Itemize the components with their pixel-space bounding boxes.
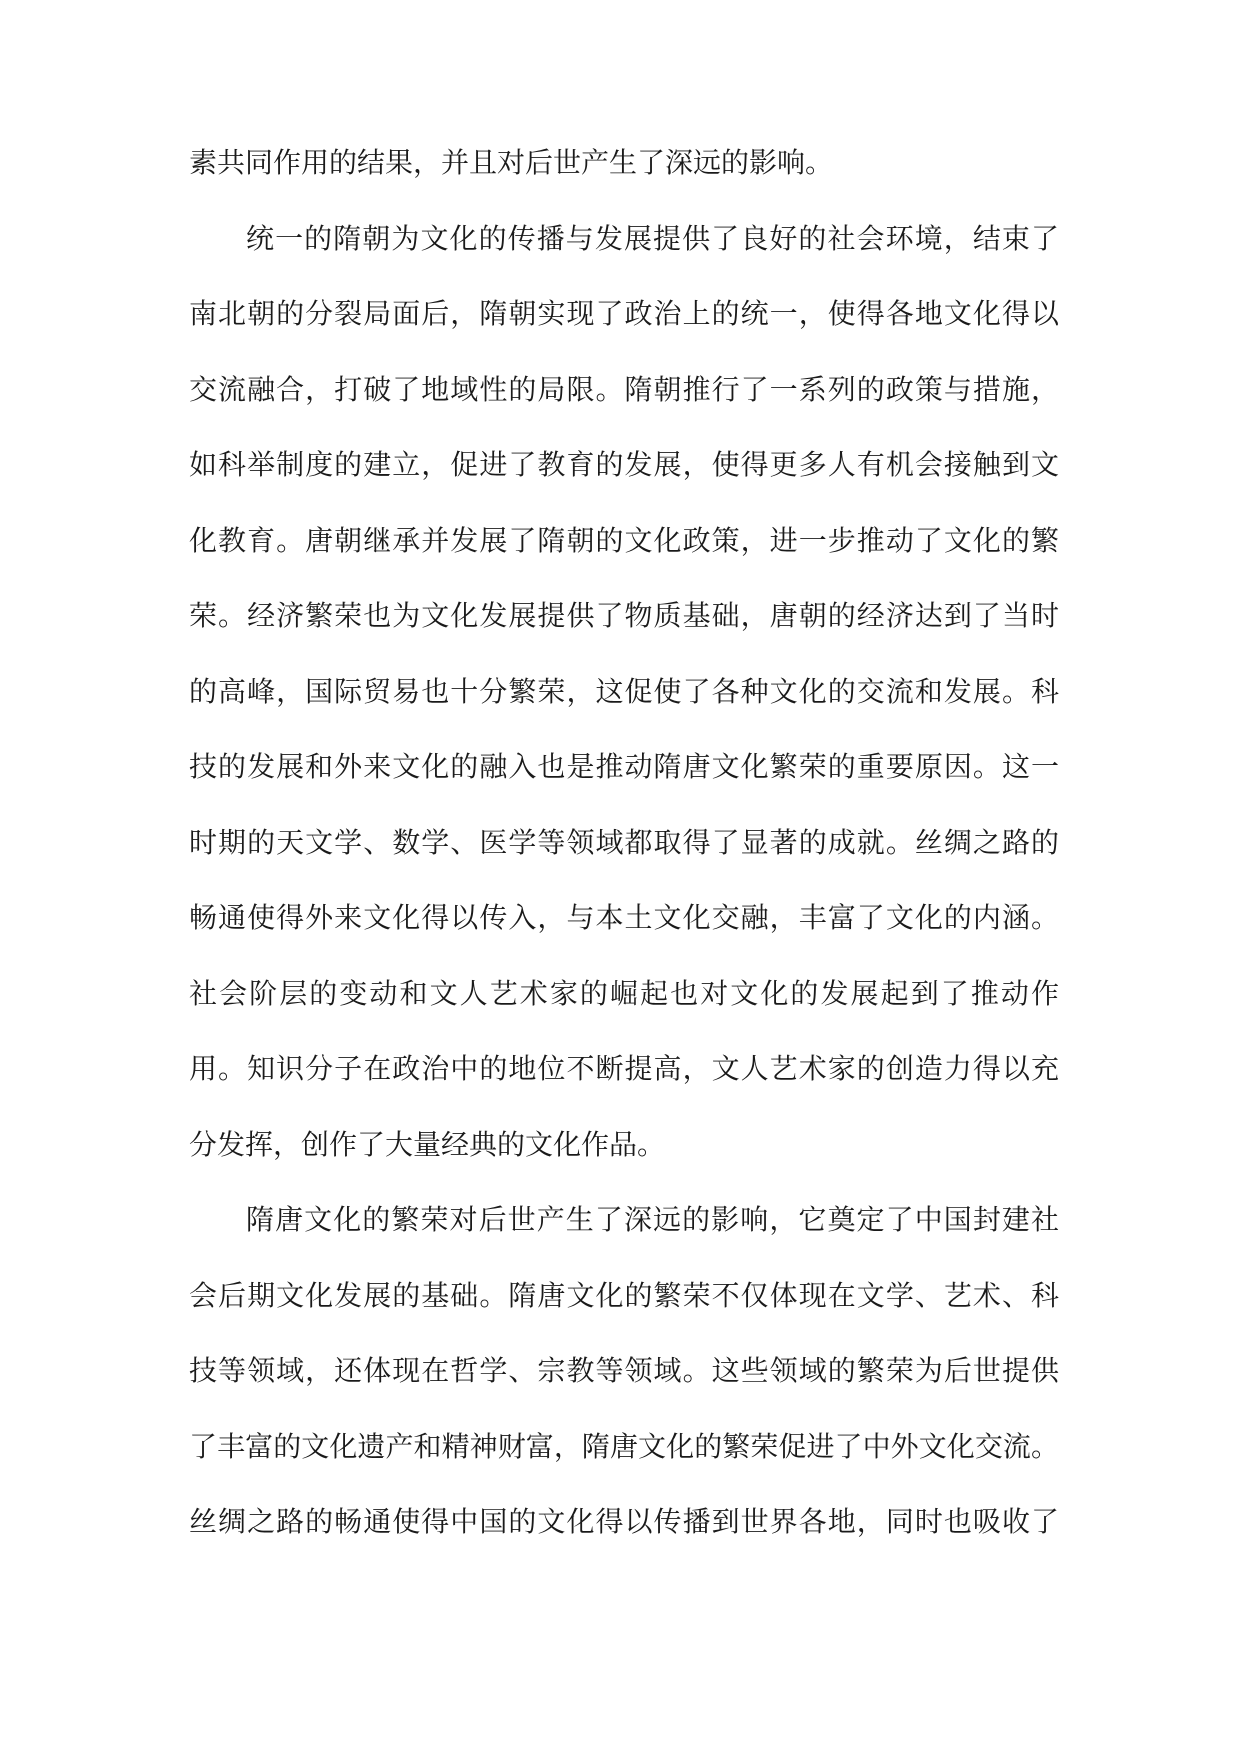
body-text xyxy=(189,144,1059,1579)
text-line-17: 技等领域，还体现在哲学、宗教等领域。这些领域的繁荣为后世提供 xyxy=(189,1354,1059,1387)
text-line-1: 素共同作用的结果，并且对后世产生了深远的影响。 xyxy=(189,146,834,179)
text-line-12: 社会阶层的变动和文人艺术家的崛起也对文化的发展起到了推动作 xyxy=(189,976,1059,1010)
text-line-5: 如科举制度的建立，促进了教育的发展，使得更多人有机会接触到文 xyxy=(189,448,1059,481)
text-line-10: 时期的天文学、数学、医学等领域都取得了显著的成就。丝绸之路的 xyxy=(189,825,1059,859)
text-line-4: 交流融合，打破了地域性的局限。隋朝推行了一系列的政策与措施， xyxy=(189,372,1059,406)
text-line-16: 会后期文化发展的基础。隋唐文化的繁荣不仅体现在文学、艺术、科 xyxy=(189,1278,1059,1312)
text-line-15: 隋唐文化的繁荣对后世产生了深远的影响，它奠定了中国封建社 xyxy=(246,1203,1059,1236)
text-line-6: 化教育。唐朝继承并发展了隋朝的文化政策，进一步推动了文化的繁 xyxy=(189,523,1059,557)
text-line-9: 技的发展和外来文化的融入也是推动隋唐文化繁荣的重要原因。这一 xyxy=(189,750,1059,783)
text-line-14: 分发挥，创作了大量经典的文化作品。 xyxy=(189,1127,666,1161)
text-line-11: 畅通使得外来文化得以传入，与本土文化交融，丰富了文化的内涵。 xyxy=(189,901,1059,934)
text-line-3: 南北朝的分裂局面后，隋朝实现了政治上的统一，使得各地文化得以 xyxy=(189,297,1059,330)
text-line-18: 了丰富的文化遗产和精神财富，隋唐文化的繁荣促进了中外文化交流。 xyxy=(189,1429,1059,1463)
text-line-13: 用。知识分子在政治中的地位不断提高，文人艺术家的创造力得以充 xyxy=(189,1052,1059,1085)
text-line-8: 的高峰，国际贸易也十分繁荣，这促使了各种文化的交流和发展。科 xyxy=(189,674,1059,708)
text-line-19: 丝绸之路的畅通使得中国的文化得以传播到世界各地，同时也吸收了 xyxy=(189,1505,1059,1538)
text-line-7: 荣。经济繁荣也为文化发展提供了物质基础，唐朝的经济达到了当时 xyxy=(189,599,1059,632)
text-line-2: 统一的隋朝为文化的传播与发展提供了良好的社会环境，结束了 xyxy=(246,221,1059,255)
